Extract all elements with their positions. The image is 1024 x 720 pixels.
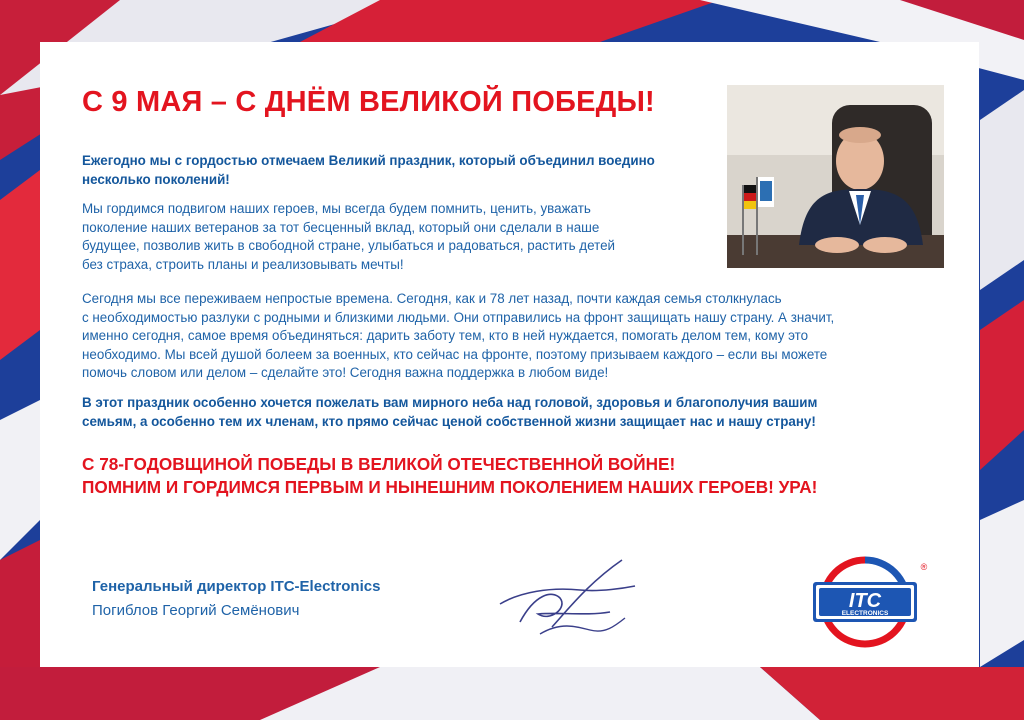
signatory-block (92, 575, 380, 623)
wishes-paragraph: В этот праздник особенно хочется пожелать вам мирного неба над головой, здоровья и благополучия вашим семьям, а особенно тем их членам, кто прямо сейчас ценой собственной жизни защищает нас и нашу страну! (82, 395, 818, 429)
logo-text: ITC (848, 590, 882, 612)
intro-paragraph: Ежегодно мы с гордостью отмечаем Великий праздник, который объединил воедино несколько поколений! (82, 153, 655, 187)
letter-card (40, 42, 979, 667)
handwritten-signature (490, 552, 640, 652)
logo-subtext: ELECTRONICS (841, 610, 889, 617)
itc-electronics-logo (790, 552, 940, 652)
signatory-name: Погиблов Георгий Семёнович (92, 602, 300, 619)
closing-slogan: С 78-ГОДОВЩИНОЙ ПОБЕДЫ В ВЕЛИКОЙ ОТЕЧЕСТВЕННОЙ ВОЙНЕ! ПОМНИМ И ГОРДИМСЯ ПЕРВЫМ И НЫНЕШНИМ ПОКОЛЕНИЕМ НАШИХ ГЕРОЕВ! УРА! (82, 454, 818, 497)
signatory-position: Генеральный директор ITC-Electronics (92, 578, 381, 595)
pride-paragraph: Мы гордимся подвигом наших героев, мы всегда будем помнить, ценить, уважать поколение наших ветеранов за тот бесценный вклад, который они сделали в наше будущее, позволив жить в свободной стране, улыбаться и радоваться, растить детей без страха, строить планы и реализовывать мечты! (82, 201, 616, 272)
today-paragraph: Сегодня мы все переживаем непростые времена. Сегодня, как и 78 лет назад, почти каждая семья столкнулась с необходимостью разлуки с родными и близкими людьми. Они отправились на фронт защищать нашу страну. А значит, именно сегодня, самое время объединяться: дарить заботу тем, кто в ней нуждается, помогать делом тем, кому это необходимо. Мы всей душой болеем за военных, кто сейчас на фронте, поэтому призываем каждого – если вы можете помочь словом или делом – сделайте это! Сегодня важна поддержка в любом виде! (82, 291, 835, 380)
registered-mark: ® (920, 562, 928, 572)
director-photo (727, 85, 944, 268)
page-title: С 9 МАЯ – С ДНЁМ ВЕЛИКОЙ ПОБЕДЫ! (82, 86, 655, 118)
